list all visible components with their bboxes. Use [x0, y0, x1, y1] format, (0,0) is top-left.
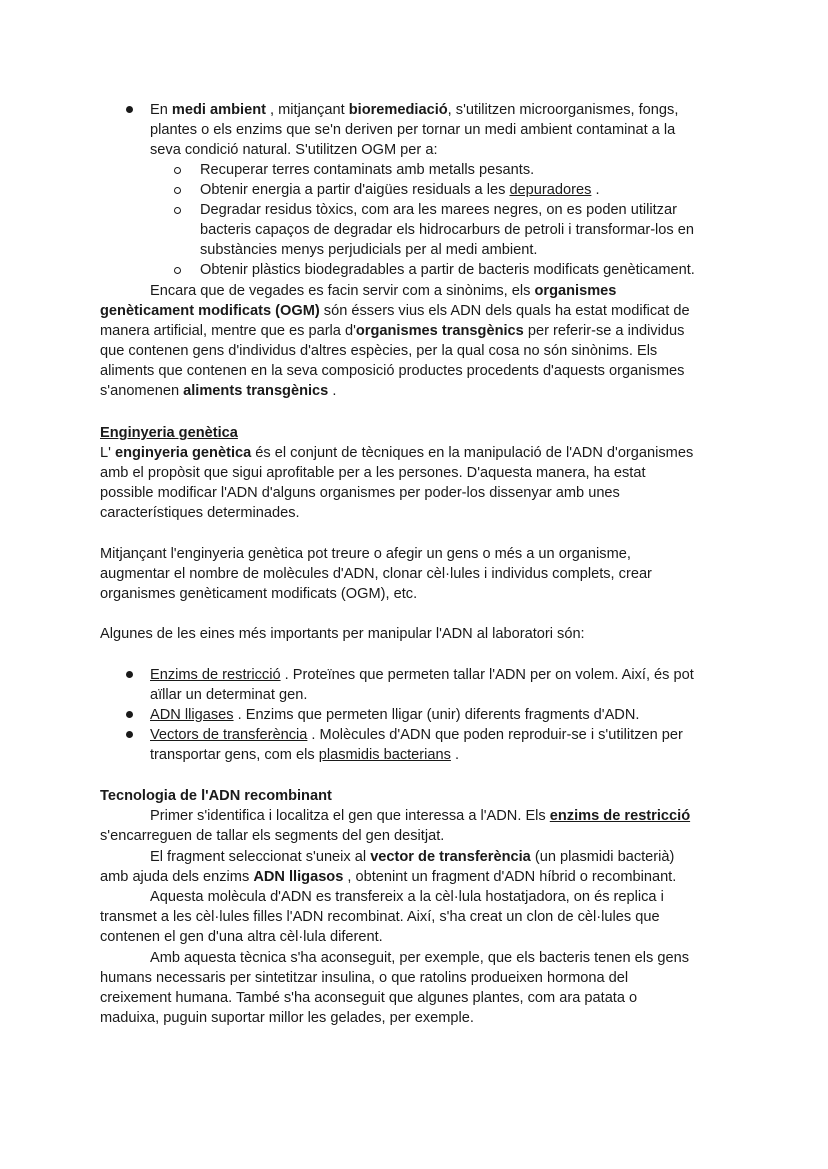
- bold-term: genèticament modificats (OGM): [100, 303, 320, 319]
- text-line: [100, 301, 690, 321]
- text-line: aïllar un determinat gen.: [150, 687, 308, 703]
- text-span: Primer s'identifica i localitza el gen que interessa a l'ADN. Els: [150, 808, 550, 824]
- text-span: Obtenir energia a partir d'aigües residuals a les: [200, 182, 510, 198]
- text-span: , obtenint un fragment d'ADN híbrid o recombinant.: [343, 869, 677, 885]
- text-span: , mitjançant: [265, 102, 349, 118]
- text-line: que contenen gens d'individus d'altres espècies, per la qual cosa no són sinònims. Els: [100, 343, 658, 359]
- list-item: [150, 705, 639, 725]
- adn-lligases-link[interactable]: ADN lligases: [150, 707, 234, 723]
- text-line: amb el propòsit que sigui aprofitable per a les persones. D'aquesta manera, ha estat: [100, 465, 646, 481]
- text-line: s'encarreguen de tallar els segments del gen desitjat.: [100, 828, 445, 844]
- text-line: [100, 867, 676, 887]
- text-span: .: [328, 383, 337, 399]
- text-line: característiques determinades.: [100, 505, 300, 521]
- text-line: plantes o els enzims que se'n deriven per tornar un medi ambient contaminat a la: [150, 122, 676, 138]
- text-line: [150, 745, 459, 765]
- text-line: organismes genèticament modificats (OGM), etc.: [100, 586, 418, 602]
- text-span: transportar gens, com els: [150, 747, 319, 763]
- bullet-icon: [126, 731, 133, 738]
- text-line: Aquesta molècula d'ADN es transfereix a la cèl·lula hostatjadora, on és replica i: [150, 889, 664, 905]
- sub-list-item: Degradar residus tòxics, com ara les marees negres, on es poden utilitzar: [200, 202, 677, 218]
- text-line: bacteris capaços de degradar els hidrocarburs de petroli i transformar-los en: [200, 222, 694, 238]
- text-line: seva condició natural. S'utilitzen OGM per a:: [150, 142, 438, 158]
- text-line: [150, 806, 690, 826]
- bullet-icon: [126, 671, 133, 678]
- text-line: [150, 847, 674, 867]
- sub-list-item: Recuperar terres contaminats amb metalls pesants.: [200, 162, 535, 178]
- text-span: , s'utilitzen microorganismes, fongs,: [447, 102, 679, 118]
- text-line: [100, 381, 336, 401]
- text-line: creixement humana. També s'ha aconseguit que algunes plantes, com ara patata o: [100, 990, 638, 1006]
- bold-term: organismes: [534, 283, 617, 299]
- text-span: amb ajuda dels enzims: [100, 869, 254, 885]
- sub-bullet-icon: [174, 207, 181, 214]
- text-line: maduixa, puguin suportar millor les gelades, per exemple.: [100, 1010, 474, 1026]
- text-span: Encara que de vegades es facin servir com a sinònims, els: [150, 283, 535, 299]
- section-heading-recombinant: Tecnologia de l'ADN recombinant: [100, 788, 332, 804]
- text-line: possible modificar l'ADN d'alguns organismes per poder-los dissenyar amb unes: [100, 485, 620, 501]
- text-line: [100, 321, 684, 341]
- bold-term: aliments transgènics: [183, 383, 329, 399]
- text-line: aliments que contenen en la seva composició productes procedents d'aquests organismes: [100, 363, 685, 379]
- bold-term: medi ambient: [171, 102, 266, 118]
- bold-term: vector de transferència: [370, 849, 531, 865]
- plasmidis-bacterians-link[interactable]: plasmidis bacterians: [318, 747, 451, 763]
- sub-list-item: Obtenir plàstics biodegradables a partir de bacteris modificats genèticament.: [200, 262, 695, 278]
- enzims-restriccio-link[interactable]: Enzims de restricció: [150, 667, 281, 683]
- sub-bullet-icon: [174, 267, 181, 274]
- text-span: s'anomenen: [100, 383, 184, 399]
- text-span: . Enzims que permeten lligar (unir) diferents fragments d'ADN.: [233, 707, 640, 723]
- text-span: (un plasmidi bacterià): [530, 849, 675, 865]
- text-line: augmentar el nombre de molècules d'ADN, clonar cèl·lules i individus complets, crear: [100, 566, 652, 582]
- list-item: [150, 725, 683, 745]
- text-span: són éssers vius els ADN dels quals ha estat modificat de: [319, 303, 690, 319]
- text-span: manera artificial, mentre que es parla d': [100, 323, 356, 339]
- text-line: Amb aquesta tècnica s'ha aconseguit, per exemple, que els bacteris tenen els gens: [150, 950, 690, 966]
- text-line: substàncies menys perjudicials per al medi ambient.: [200, 242, 538, 258]
- text-span: per referir-se a individus: [523, 323, 685, 339]
- text-line: Mitjançant l'enginyeria genètica pot treure o afegir un gens o més a un organisme,: [100, 546, 631, 562]
- text-line: [150, 100, 678, 120]
- bullet-icon: [126, 106, 133, 113]
- text-span: .: [450, 747, 460, 763]
- bold-term: bioremediació: [348, 102, 448, 118]
- text-line: [150, 281, 616, 301]
- text-line: humans necessaris per sintetitzar insulina, o que ratolins produeixen hormona del: [100, 970, 629, 986]
- sub-bullet-icon: [174, 167, 181, 174]
- depuradores-link[interactable]: depuradores: [509, 182, 592, 198]
- sub-bullet-icon: [174, 187, 181, 194]
- bold-term: ADN lligasos: [253, 869, 344, 885]
- list-item: [150, 665, 694, 685]
- text-span: L': [100, 445, 115, 461]
- sub-list-item: [200, 180, 600, 200]
- text-span: . Molècules d'ADN que poden reproduir-se i s'utilitzen per: [307, 727, 683, 743]
- text-span: El fragment seleccionat s'uneix al: [150, 849, 371, 865]
- text-span: .: [591, 182, 600, 198]
- vectors-transferencia-link[interactable]: Vectors de transferència: [150, 727, 308, 743]
- text-line: contenen el gen d'una altra cèl·lula diferent.: [100, 929, 383, 945]
- bold-term: enginyeria genètica: [114, 445, 252, 461]
- text-line: Algunes de les eines més importants per manipular l'ADN al laboratori són:: [100, 626, 585, 642]
- text-line: [100, 443, 693, 463]
- bold-term: organismes transgènics: [355, 323, 524, 339]
- text-span: En: [150, 102, 172, 118]
- bullet-icon: [126, 711, 133, 718]
- text-span: és el conjunt de tècniques en la manipulació de l'ADN d'organismes: [251, 445, 694, 461]
- enzims-restriccio-term[interactable]: enzims de restricció: [549, 808, 691, 824]
- text-span: . Proteïnes que permeten tallar l'ADN per on volem. Així, és pot: [280, 667, 694, 683]
- section-heading-enginyeria: Enginyeria genètica: [100, 425, 238, 441]
- text-line: transmet a les cèl·lules filles l'ADN recombinat. Així, s'ha creat un clon de cèl·lules que: [100, 909, 660, 925]
